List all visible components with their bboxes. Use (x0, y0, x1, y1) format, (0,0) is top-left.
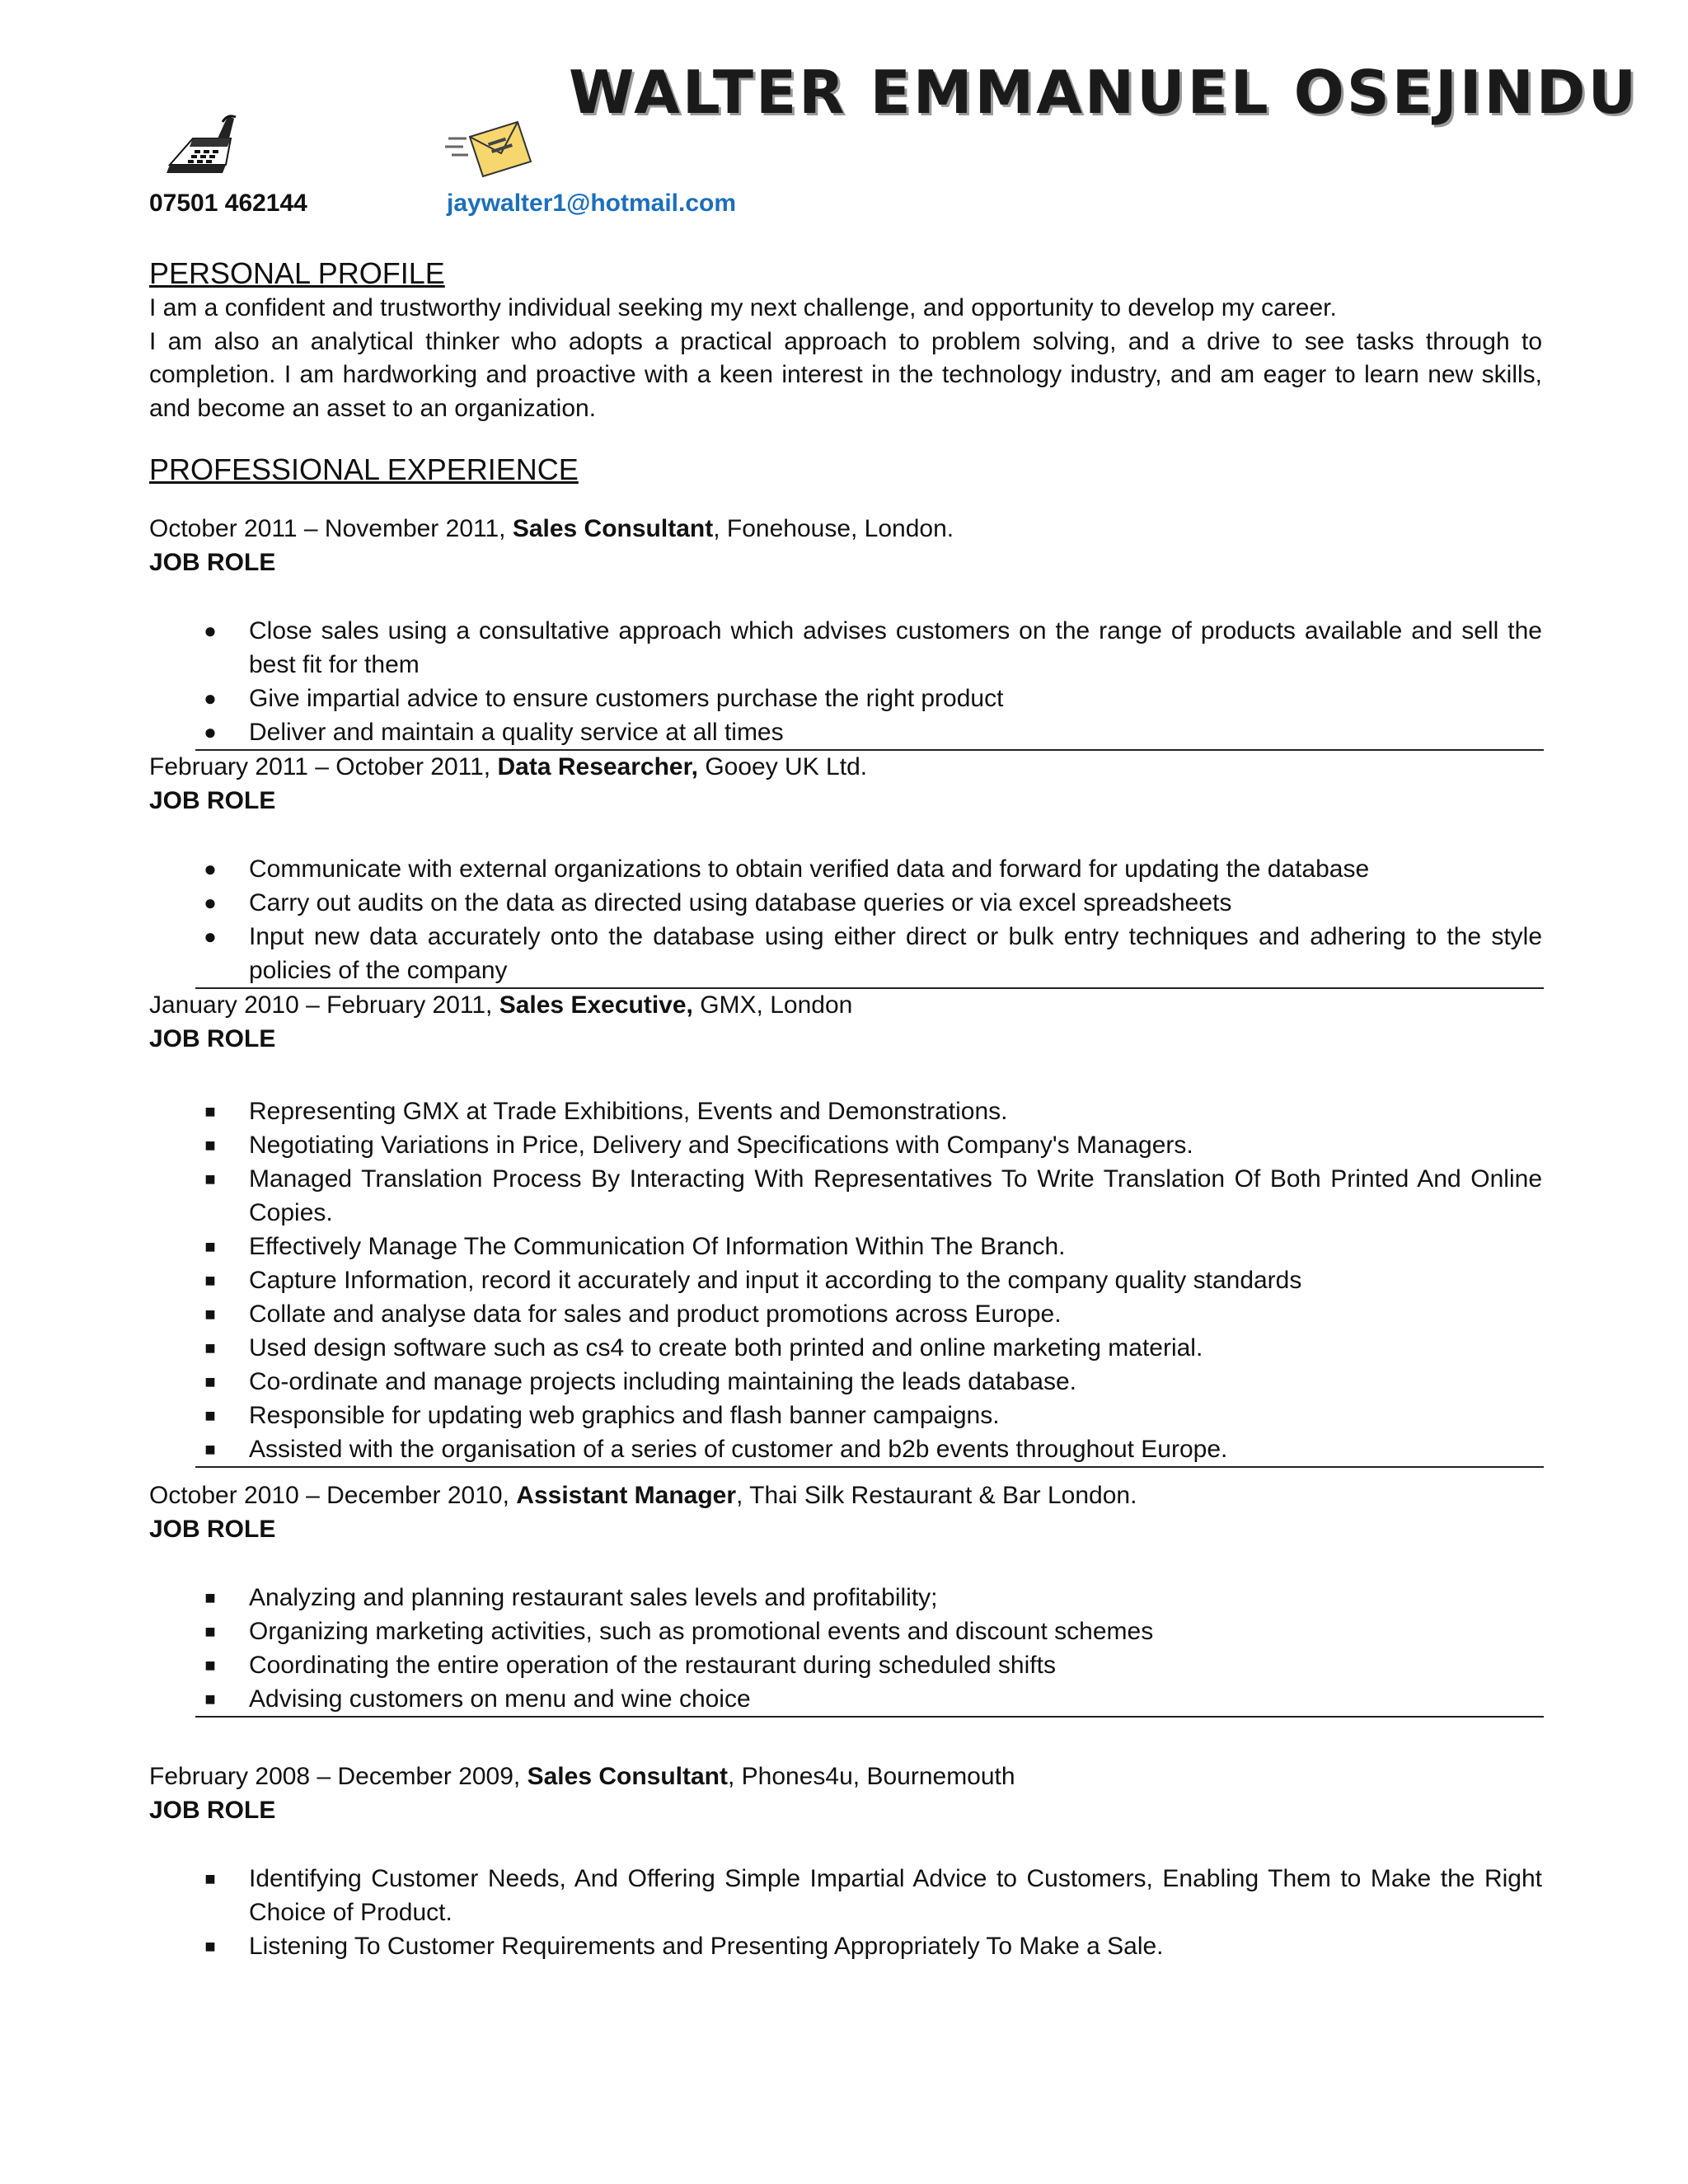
job-entry (149, 989, 1542, 1479)
profile-line-1: I am a confident and trustworthy individual seeking my next challenge, and opportunity to develop my career. (149, 294, 1337, 321)
list-item: ■ Representing GMX at Trade Exhibitions, Events and Demonstrations. (149, 1094, 1542, 1128)
bullet-icon: ■ (204, 1304, 216, 1324)
bullet-icon: ● (204, 856, 217, 881)
job-entry (149, 513, 1542, 751)
job-role-label: JOB ROLE (149, 1796, 276, 1824)
list-item: ● Give impartial advice to ensure customers purchase the right product (149, 682, 1542, 715)
email-link[interactable]: jaywalter1@hotmail.com (447, 190, 737, 217)
bullet-icon: ■ (204, 1439, 216, 1460)
job-duties-list (149, 614, 1542, 749)
profile-line-2: I am also an analytical thinker who adopts a practical approach to problem solving, and a drive to see tasks through to completion. I am hardworking and proactive with a keen interest in the technology industry, and am eager to learn new skills, and become an asset to an organization. (149, 327, 1542, 422)
list-item: ■ Advising customers on menu and wine choice (149, 1682, 1542, 1716)
list-item: ■ Coordinating the entire operation of the restaurant during scheduled shifts (149, 1648, 1542, 1682)
list-item: ● Input new data accurately onto the database using either direct or bulk entry techniques and adhering to the style policies of the company (149, 920, 1542, 987)
personal-profile-section (149, 255, 1542, 425)
bullet-icon: ■ (204, 1135, 216, 1155)
bullet-icon: ● (204, 924, 217, 949)
phone-number: 07501 462144 (149, 190, 307, 217)
job-position: Sales Consultant (527, 1763, 728, 1790)
job-company: , Phones4u, Bournemouth (728, 1763, 1015, 1790)
job-role-label: JOB ROLE (149, 1024, 276, 1052)
list-item: ■ Responsible for updating web graphics and flash banner campaigns. (149, 1399, 1542, 1432)
bullet-icon: ■ (204, 1338, 216, 1358)
job-position: Assistant Manager (516, 1482, 737, 1509)
bullet-icon: ■ (204, 1689, 216, 1709)
bullet-icon: ● (204, 686, 217, 710)
job-heading (149, 513, 1542, 546)
list-item: ■ Used design software such as cs4 to create both printed and online marketing material. (149, 1331, 1542, 1365)
list-item: ● Close sales using a consultative approach which advises customers on the range of products available and sell the best fit for them (149, 614, 1542, 682)
job-duties-list (149, 1581, 1542, 1716)
job-role-label: JOB ROLE (149, 548, 276, 576)
job-entry (149, 1760, 1542, 1963)
bullet-icon: ■ (204, 1405, 216, 1426)
job-company: Gooey UK Ltd. (697, 753, 868, 780)
job-heading (149, 989, 1542, 1023)
job-position: Sales Consultant (512, 515, 714, 542)
job-dates: February 2011 – October 2011, (149, 753, 498, 780)
bullet-icon: ● (204, 890, 217, 915)
job-dates: October 2011 – November 2011, (149, 515, 513, 542)
list-item: ■ Collate and analyse data for sales and product promotions across Europe. (149, 1297, 1542, 1331)
section-title-profile: PERSONAL PROFILE (149, 256, 445, 290)
list-item: ■ Listening To Customer Requirements and Presenting Appropriately To Make a Sale. (149, 1929, 1542, 1963)
job-dates: January 2010 – February 2011, (149, 991, 499, 1019)
job-heading (149, 751, 1542, 785)
list-item: ■ Identifying Customer Needs, And Offering Simple Impartial Advice to Customers, Enabling Them to Make the Right Choice of Product. (149, 1862, 1542, 1929)
envelope-icon (445, 115, 536, 181)
job-heading (149, 1479, 1542, 1513)
list-item: ■ Managed Translation Process By Interacting With Representatives To Write Translation Of Both Printed And Online Copies. (149, 1162, 1542, 1230)
bullet-icon: ■ (204, 1371, 216, 1392)
list-item: ■ Analyzing and planning restaurant sales levels and profitability; (149, 1581, 1542, 1615)
candidate-name: WALTER EMMANUEL OSEJINDU (569, 58, 1639, 127)
bullet-icon: ■ (204, 1655, 216, 1675)
telephone-icon (165, 114, 244, 178)
job-role-label: JOB ROLE (149, 786, 276, 814)
job-entry (149, 1479, 1542, 1760)
list-item: ■ Capture Information, record it accurately and input it according to the company quality standards (149, 1263, 1542, 1297)
bullet-icon: ■ (204, 1936, 216, 1957)
list-item: ■ Effectively Manage The Communication Of Information Within The Branch. (149, 1230, 1542, 1263)
section-title-experience: PROFESSIONAL EXPERIENCE (149, 452, 579, 486)
list-item: ● Carry out audits on the data as directed using database queries or via excel spreadsheets (149, 886, 1542, 920)
job-heading (149, 1760, 1542, 1794)
job-company: , Thai Silk Restaurant & Bar London. (736, 1482, 1137, 1509)
list-item: ● Communicate with external organizations to obtain verified data and forward for updating the database (149, 852, 1542, 886)
bullet-icon: ● (204, 719, 217, 744)
bullet-icon: ■ (204, 1587, 216, 1608)
job-company: GMX, London (692, 991, 853, 1019)
job-position: Sales Executive, (499, 991, 693, 1019)
bullet-icon: ■ (204, 1621, 216, 1642)
bullet-icon: ■ (204, 1868, 216, 1889)
bullet-icon: ■ (204, 1101, 216, 1122)
job-dates: February 2008 – December 2009, (149, 1763, 528, 1790)
bullet-icon: ● (204, 618, 217, 643)
list-item: ■ Organizing marketing activities, such as promotional events and discount schemes (149, 1615, 1542, 1648)
list-item: ● Deliver and maintain a quality service at all times (149, 715, 1542, 749)
resume-body (149, 255, 1542, 1963)
bullet-icon: ■ (204, 1169, 216, 1189)
job-role-label: JOB ROLE (149, 1515, 276, 1543)
job-dates: October 2010 – December 2010, (149, 1482, 517, 1509)
bullet-icon: ■ (204, 1270, 216, 1291)
job-entry (149, 751, 1542, 989)
list-item: ■ Negotiating Variations in Price, Delivery and Specifications with Company's Managers. (149, 1128, 1542, 1162)
list-item: ■ Assisted with the organisation of a series of customer and b2b events throughout Europe. (149, 1432, 1542, 1466)
job-duties-list (149, 1862, 1542, 1963)
job-duties-list (149, 852, 1542, 987)
bullet-icon: ■ (204, 1236, 216, 1257)
job-company: , Fonehouse, London. (713, 515, 954, 542)
job-duties-list (149, 1094, 1542, 1466)
job-position: Data Researcher, (497, 753, 698, 780)
list-item: ■ Co-ordinate and manage projects including maintaining the leads database. (149, 1365, 1542, 1399)
